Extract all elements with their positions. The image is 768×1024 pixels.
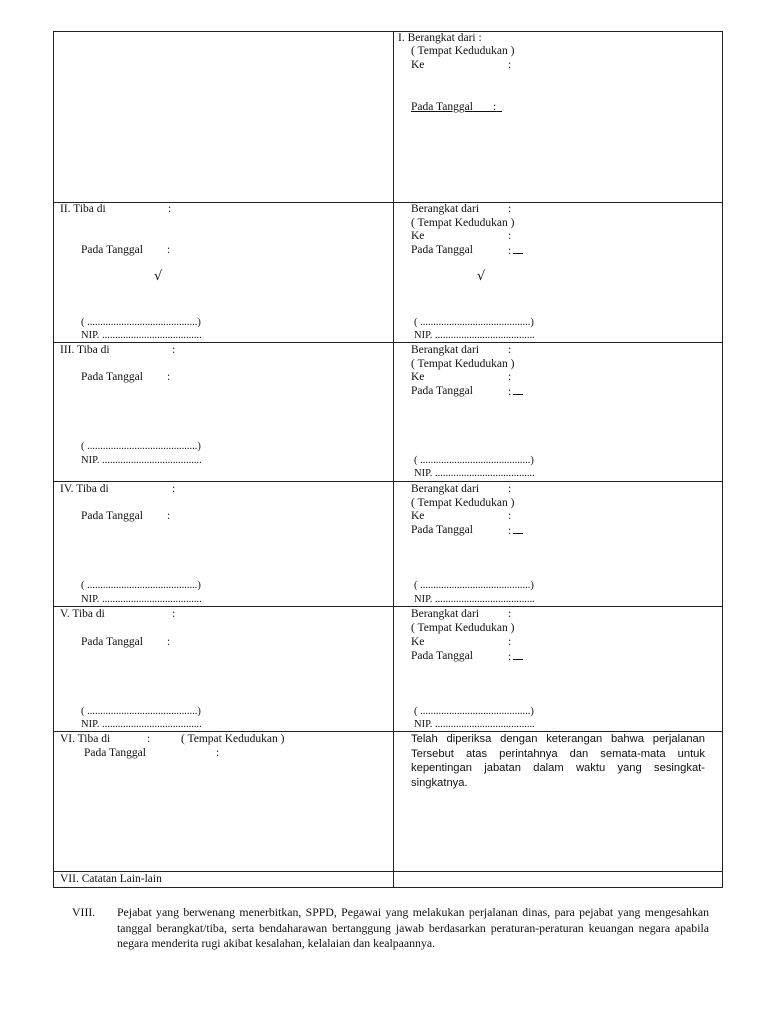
pada-tanggal-colon: : [167,244,171,256]
ke-label: Ke [411,230,425,242]
pada-tanggal-label: Pada Tanggal [81,244,143,256]
pada-tanggal-colon: : [167,371,171,383]
pada-tanggal-label: Pada Tanggal [411,524,473,536]
verification-statement: Telah diperiksa dengan keterangan bahwa perjalanan Tersebut atas perintahnya dan semata-mata untuk kepentingan jabatan dalam waktu yang sesingkat-singkatnya. [411,733,705,789]
check-mark-icon: √ [154,269,163,284]
pada-tanggal-colon: : [216,747,220,759]
tempat-kedudukan-label: ( Tempat Kedudukan ) [411,497,515,509]
pada-tanggal-colon: : [167,636,171,648]
ke-colon: : [508,510,512,522]
signature-line: ( ..........................................) [414,706,534,717]
row-divider [54,481,722,482]
pada-tanggal-label: Pada Tanggal [81,636,143,648]
tempat-kedudukan-label: ( Tempat Kedudukan ) [411,358,515,370]
pada-tanggal-colon: : [508,385,523,400]
signature-line: ( ..........................................) [81,317,201,328]
berangkat-dari-colon: : [508,483,512,495]
pada-tanggal-label: Pada Tanggal [81,371,143,383]
nip-line: NIP. ...................................... [414,468,535,479]
nip-line: NIP. ...................................... [81,455,202,466]
nip-line: NIP. ...................................... [81,719,202,730]
row-divider [54,871,722,872]
tempat-kedudukan-label: ( Tempat Kedudukan ) [411,45,515,57]
ke-colon: : [508,371,512,383]
tiba-di-label: IV. Tiba di [60,483,109,495]
pada-tanggal-label: Pada Tanggal [81,510,143,522]
pada-tanggal-label: Pada Tanggal [411,244,473,256]
pada-tanggal-label: Pada Tanggal [84,747,146,759]
tiba-di-label: III. Tiba di [60,344,110,356]
ke-label: Ke [411,59,425,71]
pada-tanggal-label: Pada Tanggal [411,650,473,662]
signature-line: ( ..........................................) [414,455,534,466]
nip-line: NIP. ...................................... [414,594,535,605]
signature-line: ( ..........................................) [414,317,534,328]
berangkat-dari-colon: : [508,203,512,215]
tiba-di-colon: : [172,344,176,356]
sppd-back-form [53,31,723,888]
signature-line: ( ..........................................) [414,580,534,591]
pada-tanggal-colon: : [167,510,171,522]
ke-label: Ke [411,636,425,648]
berangkat-dari-label: I. Berangkat dari : [398,32,482,44]
tiba-di-label: VI. Tiba di [60,733,111,745]
tiba-di-colon: : [168,203,172,215]
check-mark-icon: √ [477,269,486,284]
ke-colon: : [508,59,512,71]
berangkat-dari-label: Berangkat dari [411,608,480,620]
nip-line: NIP. ...................................... [414,330,535,341]
signature-line: ( ..........................................) [81,706,201,717]
section-number: VIII. [72,905,96,919]
tempat-kedudukan-label: ( Tempat Kedudukan ) [181,733,285,745]
pada-tanggal-label: Pada Tanggal : [411,101,497,113]
column-divider [393,32,394,887]
nip-line: NIP. ...................................... [81,330,202,341]
pada-tanggal-colon: : [508,524,523,539]
tempat-kedudukan-label: ( Tempat Kedudukan ) [411,622,515,634]
nip-line: NIP. ...................................... [414,719,535,730]
tiba-di-label: V. Tiba di [60,608,105,620]
berangkat-dari-colon: : [508,608,512,620]
pada-tanggal-label: Pada Tanggal [411,385,473,397]
responsibility-text: Pejabat yang berwenang menerbitkan, SPPD, Pegawai yang melakukan perjalanan dinas, para pejabat yang mengesahkan tanggal berangkat/tiba, serta bendaharawan bertanggung jawab berdasarkan peraturan-peraturan keuangan negara apabila negara menderita rugi akibat kesalahan, kelalaian dan kealpaannya. [117,905,709,950]
row-divider [54,202,722,203]
ke-colon: : [508,636,512,648]
berangkat-dari-label: Berangkat dari [411,203,480,215]
pada-tanggal-colon: : [508,244,523,259]
ke-colon: : [508,230,512,242]
tiba-di-colon: : [172,608,176,620]
tiba-di-label: II. Tiba di [60,203,106,215]
tiba-di-colon: : [172,483,176,495]
ke-label: Ke [411,371,425,383]
signature-line: ( ..........................................) [81,441,201,452]
tiba-di-colon: : [147,733,151,745]
ke-label: Ke [411,510,425,522]
nip-line: NIP. ...................................... [81,594,202,605]
berangkat-dari-label: Berangkat dari [411,344,480,356]
catatan-lain-label: VII. Catatan Lain-lain [60,873,162,885]
berangkat-dari-colon: : [508,344,512,356]
tempat-kedudukan-label: ( Tempat Kedudukan ) [411,217,515,229]
signature-line: ( ..........................................) [81,580,201,591]
pada-tanggal-colon: : [508,650,523,665]
berangkat-dari-label: Berangkat dari [411,483,480,495]
